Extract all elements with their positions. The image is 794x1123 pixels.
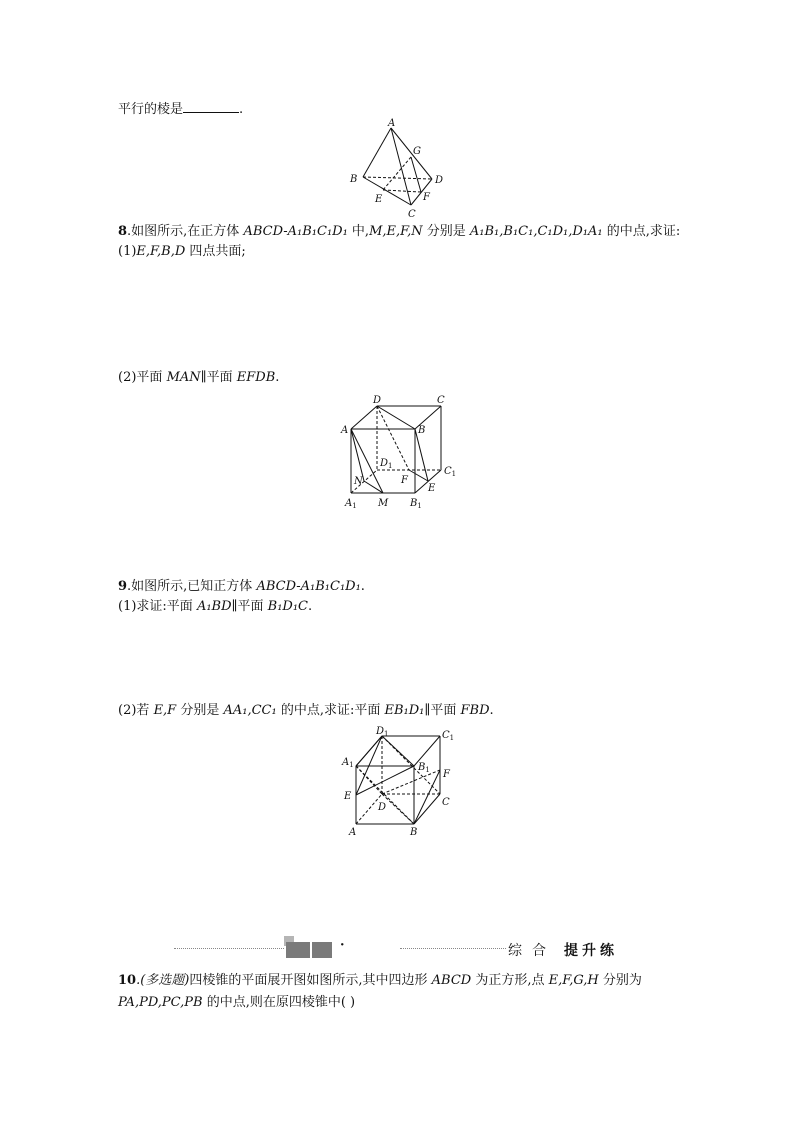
label-C: C [408, 209, 416, 220]
q9-stem: 9.如图所示,已知正方体 ABCD-A₁B₁C₁D₁. [118, 579, 365, 594]
label-D: D [373, 395, 382, 406]
label-M: M [378, 498, 389, 509]
label-A: A [341, 425, 349, 436]
cube-figure-q9 [340, 724, 460, 839]
label-F: F [443, 769, 450, 780]
q10-stem-line2: PA,PD,PC,PB 的中点,则在原四棱锥中( ) [118, 995, 356, 1010]
section-title: 综合 提升练 [508, 943, 618, 959]
label-A: A [388, 118, 396, 129]
tetrahedron-figure [345, 120, 445, 220]
label-B1: $B_1$ [410, 498, 422, 510]
banner-block-2 [312, 942, 332, 958]
section-banner [174, 936, 654, 960]
q10-stem-line1: 10.(多选题)四棱锥的平面展开图如图所示,其中四边形 ABCD 为正方形,点 E,F,G,H 分别为 [118, 973, 642, 988]
label-N: N [354, 476, 363, 487]
label-F: F [401, 475, 408, 486]
q8-part1: (1)E,F,B,D 四点共面; [118, 244, 246, 259]
q7-tail: 平行的棱是 . [118, 102, 244, 117]
banner-dotted-rule-left [174, 948, 284, 949]
banner-dotted-rule-right [400, 948, 506, 949]
label-B1: $B_1$ [418, 762, 430, 774]
label-F: F [423, 192, 430, 203]
answer-blank[interactable] [183, 101, 239, 113]
q8-stem: 8.如图所示,在正方体 ABCD-A₁B₁C₁D₁ 中,M,E,F,N 分别是 A₁B₁,B₁C₁,C₁D₁,D₁A₁ 的中点,求证: [118, 224, 681, 239]
q8-part2: (2)平面 MAN∥平面 EFDB. [118, 370, 280, 385]
label-C: C [442, 797, 450, 808]
label-B: B [418, 425, 426, 436]
label-A1: $A_1$ [342, 757, 354, 769]
label-D: D [435, 175, 444, 186]
q9-part1: (1)求证:平面 A₁BD∥平面 B₁D₁C. [118, 599, 313, 614]
label-A1: $A_1$ [345, 498, 357, 510]
q9-part2: (2)若 E,F 分别是 AA₁,CC₁ 的中点,求证:平面 EB₁D₁∥平面 FBD. [118, 703, 494, 718]
label-D1: $D_1$ [380, 458, 393, 470]
label-E: E [375, 194, 383, 205]
label-B: B [410, 827, 418, 838]
label-B: B [350, 174, 358, 185]
label-D: D [378, 802, 387, 813]
label-C1: $C_1$ [442, 730, 455, 742]
label-E: E [428, 483, 436, 494]
cube-figure-q8 [340, 392, 460, 512]
label-D1: $D_1$ [376, 726, 389, 738]
label-C1: $C_1$ [444, 466, 457, 478]
label-A: A [349, 827, 357, 838]
label-G: G [413, 146, 421, 157]
banner-dot: · [340, 938, 345, 953]
banner-block-1 [286, 942, 310, 958]
label-E: E [344, 791, 352, 802]
label-C: C [437, 395, 445, 406]
